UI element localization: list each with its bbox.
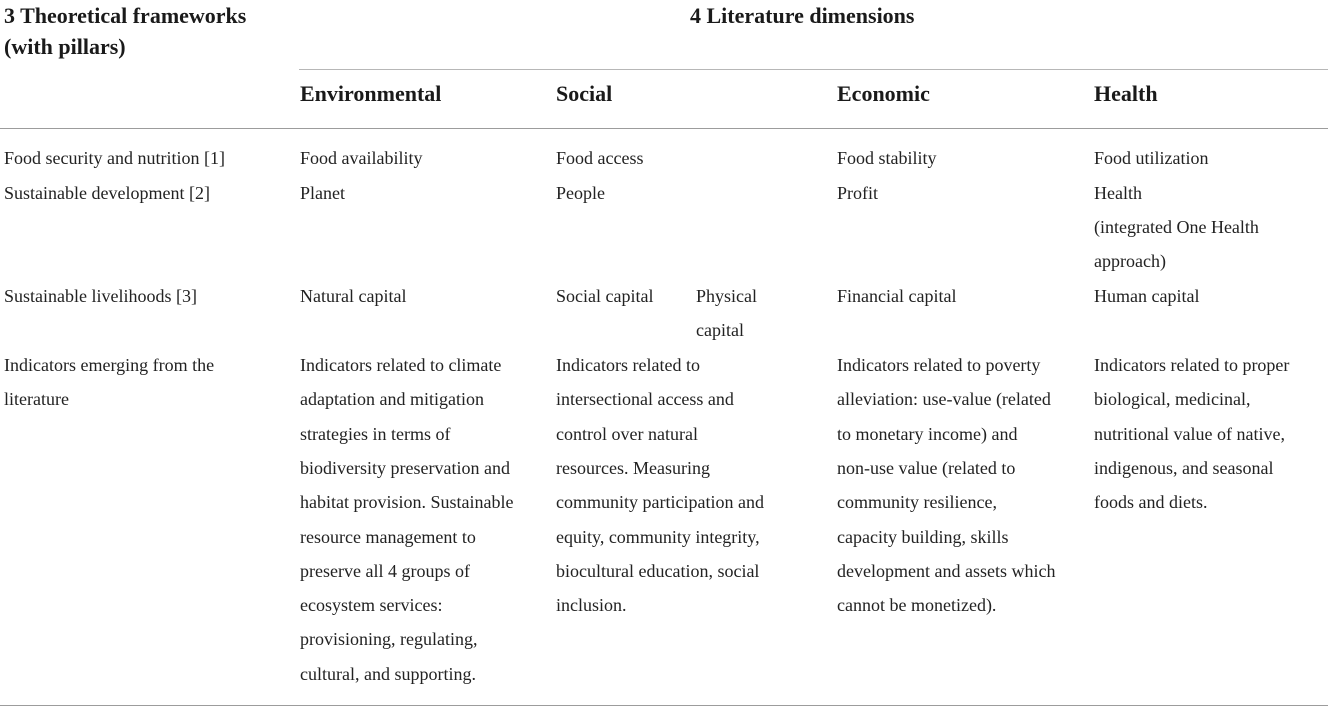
row-label-food-security: Food security and nutrition [1] <box>4 148 225 168</box>
indicators-economic-line: Indicators related to poverty <box>837 355 1041 375</box>
indicators-health-line: foods and diets. <box>1094 492 1208 513</box>
sustainable-livelihoods-physical-line2: capital <box>696 320 744 340</box>
row-label-indicators-line2: literature <box>4 389 69 409</box>
column-header-social: Social <box>556 81 613 106</box>
sustainable-livelihoods-physical-line1: Physical <box>696 286 757 306</box>
sustainable-development-health-line3: approach) <box>1094 251 1166 271</box>
indicators-environmental-line: ecosystem services: <box>300 595 443 616</box>
row-label-sustainable-development: Sustainable development [2] <box>4 183 210 203</box>
indicators-economic-line: to monetary income) and <box>837 423 1018 444</box>
sustainable-livelihoods-economic: Financial capital <box>837 286 957 306</box>
indicators-health-line: nutritional value of native, <box>1094 423 1285 444</box>
food-security-social: Food access <box>556 148 644 168</box>
indicators-environmental-line: habitat provision. Sustainable <box>300 492 514 513</box>
indicators-economic-line: non-use value (related to <box>837 457 1016 478</box>
indicators-social-line: control over natural <box>556 423 698 444</box>
indicators-health-line: Indicators related to proper <box>1094 355 1290 375</box>
indicators-social-line: intersectional access and <box>556 389 734 410</box>
dimensions-heading: 4 Literature dimensions <box>690 3 915 28</box>
indicators-social-line: resources. Measuring <box>556 457 710 478</box>
column-header-environmental: Environmental <box>300 81 442 106</box>
indicators-social-line: Indicators related to <box>556 355 700 375</box>
sustainable-development-health-line2: (integrated One Health <box>1094 217 1259 237</box>
sustainable-livelihoods-environmental: Natural capital <box>300 286 407 306</box>
sustainable-development-social: People <box>556 183 605 203</box>
sustainable-livelihoods-health: Human capital <box>1094 286 1200 306</box>
indicators-social-line: community participation and <box>556 492 764 513</box>
indicators-environmental-line: resource management to <box>300 526 476 547</box>
frameworks-heading-line2: (with pillars) <box>4 34 126 59</box>
indicators-environmental-line: Indicators related to climate <box>300 355 502 375</box>
indicators-environmental-line: biodiversity preservation and <box>300 457 510 478</box>
table-bottom-divider <box>0 705 1328 706</box>
indicators-health-line: indigenous, and seasonal <box>1094 457 1274 478</box>
indicators-social-line: biocultural education, social <box>556 560 760 581</box>
column-header-health: Health <box>1094 81 1158 106</box>
frameworks-heading-line1: 3 Theoretical frameworks <box>4 3 247 28</box>
row-label-indicators-line1: Indicators emerging from the <box>4 355 215 375</box>
indicators-health-line: biological, medicinal, <box>1094 389 1251 410</box>
header-divider <box>0 128 1328 129</box>
food-security-economic: Food stability <box>837 148 937 168</box>
row-label-sustainable-livelihoods: Sustainable livelihoods [3] <box>4 286 197 306</box>
indicators-environmental-line: strategies in terms of <box>300 423 451 444</box>
indicators-economic-line: cannot be monetized). <box>837 595 997 616</box>
indicators-environmental-line: preserve all 4 groups of <box>300 560 470 581</box>
sustainable-development-environmental: Planet <box>300 183 345 203</box>
indicators-environmental-line: cultural, and supporting. <box>300 663 476 684</box>
sustainable-development-economic: Profit <box>837 183 879 203</box>
column-header-economic: Economic <box>837 81 930 106</box>
food-security-environmental: Food availability <box>300 148 423 168</box>
indicators-environmental-line: provisioning, regulating, <box>300 629 478 650</box>
dimensions-divider <box>299 69 1328 70</box>
indicators-economic-line: development and assets which <box>837 560 1056 581</box>
sustainable-livelihoods-social: Social capital <box>556 286 654 306</box>
indicators-social-line: equity, community integrity, <box>556 526 760 547</box>
indicators-economic-line: community resilience, <box>837 492 997 513</box>
indicators-economic-line: alleviation: use-value (related <box>837 389 1051 410</box>
indicators-economic-line: capacity building, skills <box>837 526 1009 547</box>
indicators-environmental-line: adaptation and mitigation <box>300 389 484 410</box>
sustainable-development-health-line1: Health <box>1094 183 1142 203</box>
food-security-health: Food utilization <box>1094 148 1209 168</box>
indicators-social-line: inclusion. <box>556 595 627 616</box>
